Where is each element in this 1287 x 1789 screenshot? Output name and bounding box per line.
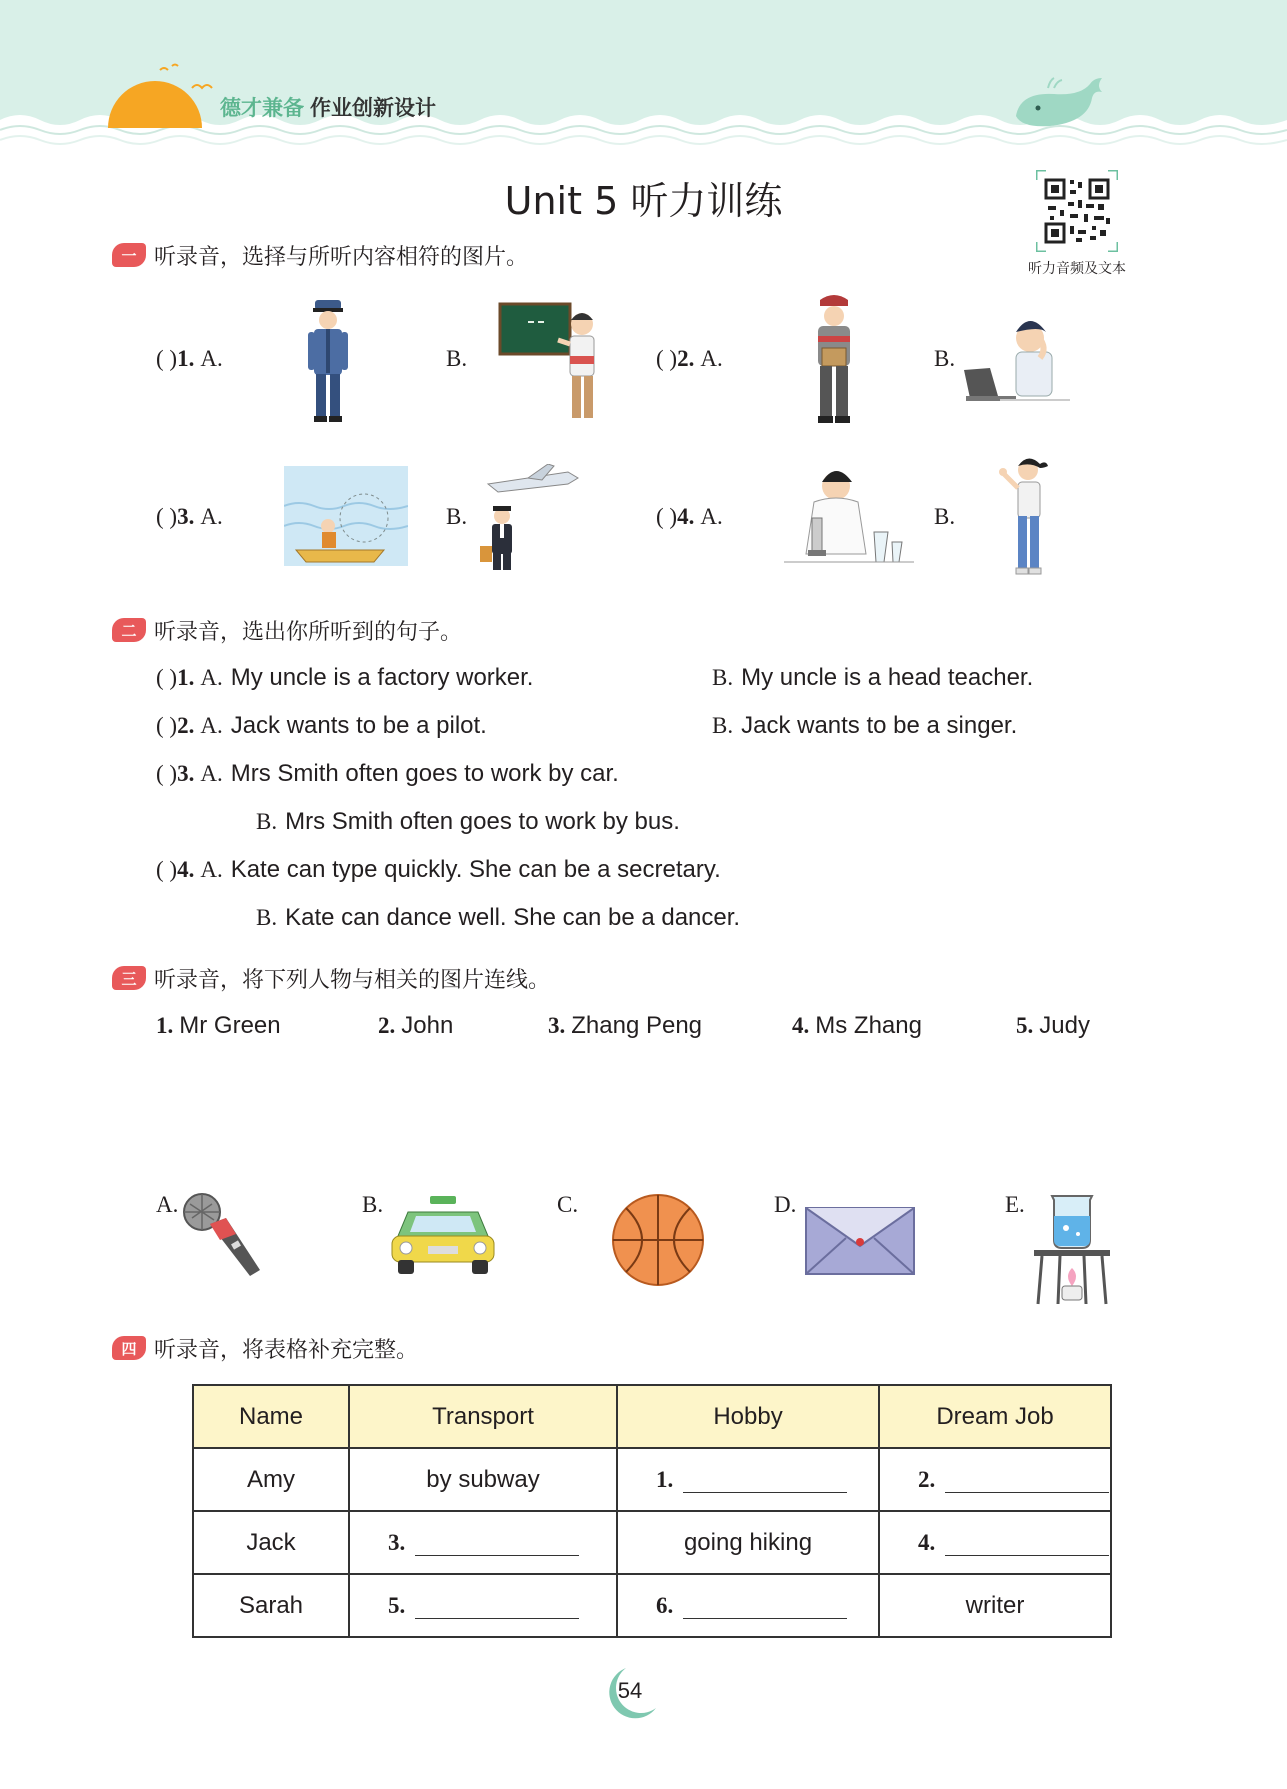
section-2-instruction: 听录音，选出你所听到的句子。 bbox=[154, 619, 463, 645]
person-name: Judy bbox=[1039, 1012, 1090, 1039]
option-a-sentence: My uncle is a factory worker. bbox=[230, 664, 534, 691]
option-a-label: A. bbox=[200, 857, 223, 882]
section-1-heading bbox=[112, 241, 528, 269]
option-label: A. bbox=[200, 504, 223, 529]
header-name: Name bbox=[193, 1385, 349, 1448]
taxi-icon[interactable] bbox=[388, 1194, 498, 1278]
s1-question-1[interactable] bbox=[156, 346, 223, 372]
blank-number: 2. bbox=[918, 1466, 936, 1492]
page-title: Unit 5 听力训练 bbox=[504, 179, 783, 223]
blank-line[interactable] bbox=[683, 1599, 847, 1619]
brand-dark-text: 作业创新设计 bbox=[310, 96, 436, 120]
blank-6[interactable] bbox=[656, 1593, 847, 1619]
answer-paren[interactable]: ( ) bbox=[156, 665, 178, 690]
header-hobby: Hobby bbox=[617, 1385, 879, 1448]
s2-q2-option-b bbox=[712, 712, 1017, 740]
option-b-label: B. bbox=[256, 809, 278, 834]
s1-q4-option-b: B. bbox=[934, 504, 956, 529]
teacher-icon[interactable] bbox=[498, 300, 604, 425]
person-1[interactable] bbox=[156, 1012, 281, 1040]
section-3-heading bbox=[112, 964, 550, 992]
picture-a-label: A. bbox=[156, 1192, 179, 1217]
s2-question-1[interactable] bbox=[156, 664, 533, 692]
blank-line[interactable] bbox=[415, 1536, 579, 1556]
s1-q2-option-b: B. bbox=[934, 346, 956, 371]
person-3[interactable] bbox=[548, 1012, 702, 1040]
pilot-icon[interactable] bbox=[478, 464, 582, 574]
answer-paren[interactable]: ( ) bbox=[656, 346, 678, 371]
cell-hobby: going hiking bbox=[617, 1511, 879, 1574]
s2-question-3[interactable] bbox=[156, 760, 619, 788]
question-number: 2. bbox=[177, 713, 195, 738]
police-officer-icon[interactable] bbox=[305, 296, 351, 426]
option-a-label: A. bbox=[200, 713, 223, 738]
blank-2[interactable] bbox=[918, 1467, 1109, 1493]
option-b-label: B. bbox=[712, 713, 734, 738]
s1-q1-option-b: B. bbox=[446, 346, 468, 371]
brand-title bbox=[220, 92, 436, 122]
girl-waving-icon[interactable] bbox=[996, 452, 1058, 584]
section-1-badge: 一 bbox=[112, 243, 146, 267]
delivery-worker-icon[interactable] bbox=[806, 290, 862, 430]
s2-q1-option-b bbox=[712, 664, 1033, 692]
header-transport: Transport bbox=[349, 1385, 617, 1448]
whale-icon bbox=[1010, 76, 1110, 132]
envelope-icon[interactable] bbox=[804, 1206, 916, 1276]
cell-name: Sarah bbox=[193, 1574, 349, 1637]
blank-line[interactable] bbox=[945, 1536, 1109, 1556]
option-b-sentence: Mrs Smith often goes to work by bus. bbox=[285, 808, 680, 835]
cell-name: Jack bbox=[193, 1511, 349, 1574]
section-4-instruction: 听录音，将表格补充完整。 bbox=[154, 1337, 419, 1363]
question-number: 3. bbox=[177, 761, 195, 786]
answer-paren[interactable]: ( ) bbox=[156, 713, 178, 738]
person-number: 3. bbox=[548, 1013, 566, 1038]
option-a-label: A. bbox=[200, 665, 223, 690]
s1-question-3[interactable] bbox=[156, 504, 223, 530]
section-3-badge: 三 bbox=[112, 966, 146, 990]
question-number: 4. bbox=[177, 857, 195, 882]
picture-e-label: E. bbox=[1005, 1192, 1025, 1217]
option-b-sentence: My uncle is a head teacher. bbox=[741, 664, 1034, 691]
person-number: 1. bbox=[156, 1013, 174, 1038]
answer-paren[interactable]: ( ) bbox=[156, 504, 178, 529]
person-2[interactable] bbox=[378, 1012, 453, 1040]
birds-icon bbox=[190, 78, 220, 98]
option-label: A. bbox=[200, 346, 223, 371]
answer-paren[interactable]: ( ) bbox=[156, 346, 178, 371]
cell-transport[interactable] bbox=[349, 1574, 617, 1637]
question-number: 1. bbox=[177, 665, 195, 690]
option-label: A. bbox=[700, 346, 723, 371]
person-number: 4. bbox=[792, 1013, 810, 1038]
fisherman-icon[interactable] bbox=[284, 466, 408, 566]
question-number: 4. bbox=[677, 504, 695, 529]
answer-paren[interactable]: ( ) bbox=[656, 504, 678, 529]
question-number: 3. bbox=[177, 504, 195, 529]
picture-b-label: B. bbox=[362, 1192, 384, 1217]
option-b-label: B. bbox=[256, 905, 278, 930]
table-header-row bbox=[193, 1385, 1111, 1448]
question-number: 2. bbox=[677, 346, 695, 371]
header-dream-job: Dream Job bbox=[879, 1385, 1111, 1448]
section-4-badge: 四 bbox=[112, 1336, 146, 1360]
section-3-instruction: 听录音，将下列人物与相关的图片连线。 bbox=[154, 967, 551, 993]
blank-number: 1. bbox=[656, 1466, 674, 1492]
scientist-icon[interactable] bbox=[784, 462, 914, 570]
person-5[interactable] bbox=[1016, 1012, 1090, 1040]
blank-number: 3. bbox=[388, 1529, 406, 1555]
blank-1[interactable] bbox=[656, 1467, 847, 1493]
page-number: 54 bbox=[617, 1678, 643, 1703]
s2-q3-option-b bbox=[256, 808, 680, 836]
option-b-sentence: Kate can dance well. She can be a dancer. bbox=[285, 904, 741, 931]
s1-q3-option-b: B. bbox=[446, 504, 468, 529]
blank-4[interactable] bbox=[918, 1530, 1109, 1556]
option-a-label: A. bbox=[200, 761, 223, 786]
cell-dream-job: writer bbox=[879, 1574, 1111, 1637]
person-name: Ms Zhang bbox=[815, 1012, 922, 1039]
answer-paren[interactable]: ( ) bbox=[156, 857, 178, 882]
blank-number: 5. bbox=[388, 1592, 406, 1618]
s2-q4-option-b bbox=[256, 904, 740, 932]
qr-code-icon[interactable] bbox=[1036, 170, 1118, 252]
section-1-instruction: 听录音，选择与所听内容相符的图片。 bbox=[154, 244, 529, 270]
blank-line[interactable] bbox=[683, 1473, 847, 1493]
person-name: Zhang Peng bbox=[571, 1012, 703, 1039]
basketball-icon[interactable] bbox=[610, 1192, 706, 1288]
section-2-heading bbox=[112, 616, 462, 644]
office-worker-icon[interactable] bbox=[960, 310, 1076, 410]
person-number: 5. bbox=[1016, 1013, 1034, 1038]
s1-question-2[interactable] bbox=[656, 346, 723, 372]
blank-number: 4. bbox=[918, 1529, 936, 1555]
cell-transport: by subway bbox=[349, 1448, 617, 1511]
lab-beaker-icon[interactable] bbox=[1030, 1190, 1114, 1308]
question-number: 1. bbox=[177, 346, 195, 371]
s2-question-4[interactable] bbox=[156, 856, 721, 884]
blank-line[interactable] bbox=[415, 1599, 579, 1619]
answer-paren[interactable]: ( ) bbox=[156, 761, 178, 786]
picture-c-label: C. bbox=[557, 1192, 579, 1217]
option-a-sentence: Mrs Smith often goes to work by car. bbox=[230, 760, 619, 787]
table-row bbox=[193, 1574, 1111, 1637]
picture-d-label: D. bbox=[774, 1192, 797, 1217]
option-b-label: B. bbox=[712, 665, 734, 690]
cell-transport[interactable] bbox=[349, 1511, 617, 1574]
qr-caption: 听力音频及文本 bbox=[1028, 261, 1126, 277]
person-4[interactable] bbox=[792, 1012, 922, 1040]
blank-5[interactable] bbox=[388, 1593, 579, 1619]
cell-hobby[interactable] bbox=[617, 1448, 879, 1511]
cell-dream-job[interactable] bbox=[879, 1511, 1111, 1574]
person-number: 2. bbox=[378, 1013, 396, 1038]
person-name: John bbox=[401, 1012, 454, 1039]
section-2-badge: 二 bbox=[112, 618, 146, 642]
blank-3[interactable] bbox=[388, 1530, 579, 1556]
option-label: A. bbox=[700, 504, 723, 529]
cell-dream-job[interactable] bbox=[879, 1448, 1111, 1511]
option-a-sentence: Kate can type quickly. She can be a secretary. bbox=[230, 856, 721, 883]
cell-hobby[interactable] bbox=[617, 1574, 879, 1637]
blank-line[interactable] bbox=[945, 1473, 1109, 1493]
option-b-sentence: Jack wants to be a singer. bbox=[741, 712, 1018, 739]
section-4-heading bbox=[112, 1334, 418, 1362]
table-row bbox=[193, 1511, 1111, 1574]
cell-name: Amy bbox=[193, 1448, 349, 1511]
s1-question-4[interactable] bbox=[656, 504, 723, 530]
option-a-sentence: Jack wants to be a pilot. bbox=[230, 712, 487, 739]
s2-question-2[interactable] bbox=[156, 712, 487, 740]
table-row bbox=[193, 1448, 1111, 1511]
person-name: Mr Green bbox=[179, 1012, 281, 1039]
microphone-icon[interactable] bbox=[180, 1190, 266, 1280]
blank-number: 6. bbox=[656, 1592, 674, 1618]
info-table bbox=[192, 1384, 1112, 1638]
brand-green-text: 德才兼备 bbox=[220, 96, 304, 120]
